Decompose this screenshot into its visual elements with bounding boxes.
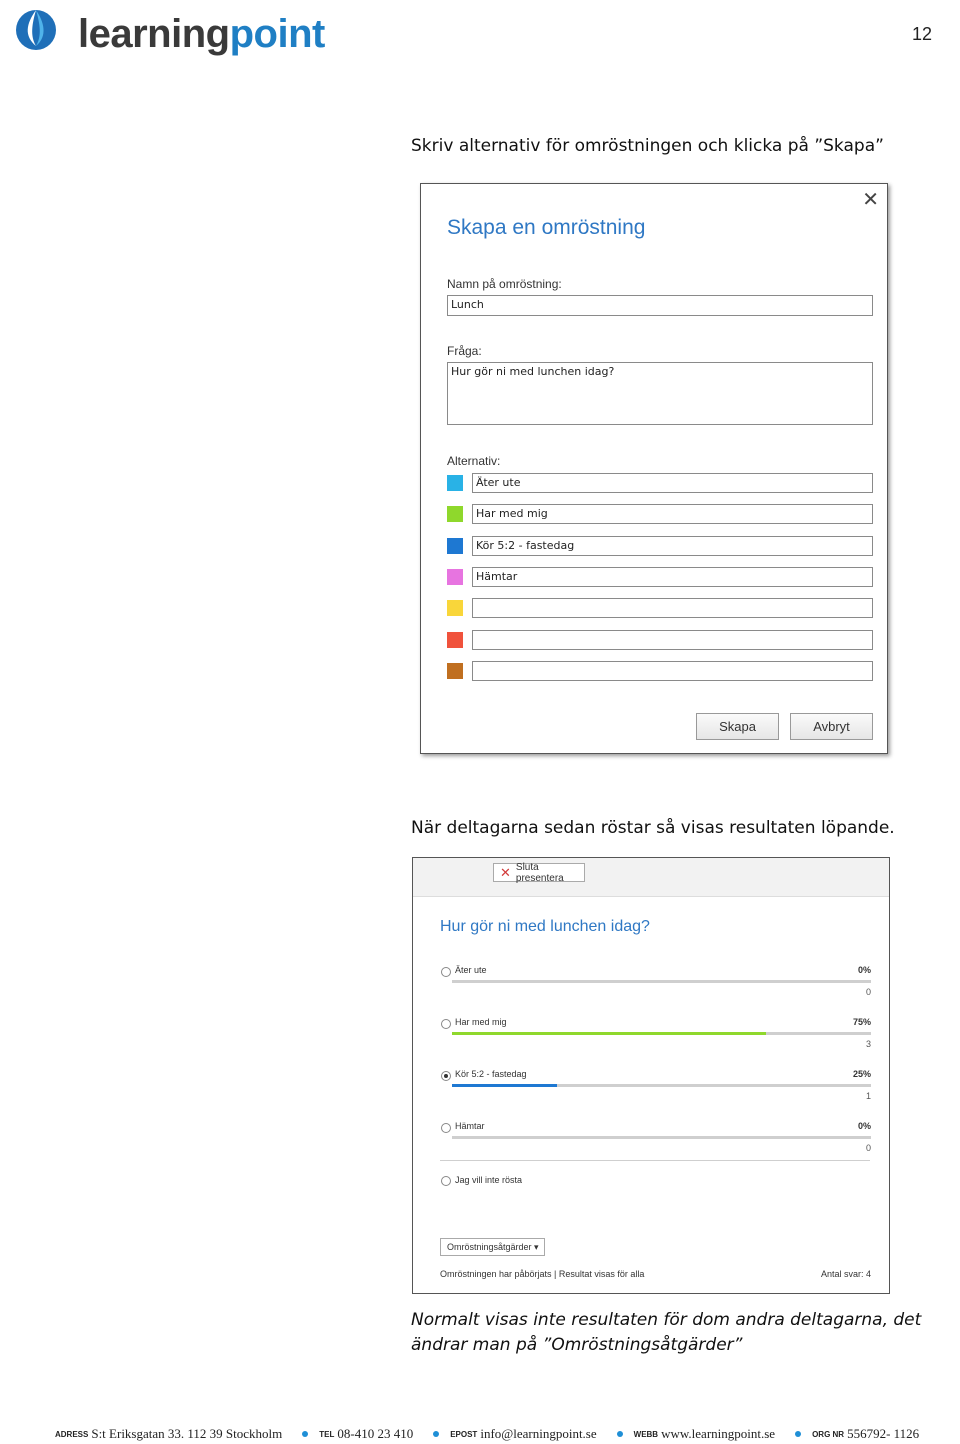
website: www.learningpoint.se <box>661 1426 776 1441</box>
tel-tag: TEL <box>319 1429 335 1439</box>
caption-create-poll: Skriv alternativ för omröstningen och klicka på ”Skapa” <box>411 136 884 156</box>
email-tag: EPOST <box>450 1429 478 1439</box>
result-row[interactable] <box>441 1118 871 1158</box>
dialog-title: Skapa en omröstning <box>447 216 646 239</box>
result-percent: 0% <box>857 965 871 975</box>
radio-button[interactable] <box>441 967 451 977</box>
poll-status: Omröstningen har påbörjats | Resultat visas för alla <box>440 1269 645 1279</box>
option-input[interactable]: Hämtar <box>472 567 873 587</box>
caption-poll-actions: Normalt visas inte resultaten för dom andra deltagarna, det ändrar man på ”Omröstningsåtgärder” <box>411 1310 922 1355</box>
option-color-swatch <box>447 632 463 648</box>
answer-count: Antal svar: 4 <box>820 1269 871 1279</box>
result-count: 3 <box>865 1039 871 1049</box>
result-count: 0 <box>865 1143 871 1153</box>
address: S:t Eriksgatan 33. 112 39 Stockholm <box>91 1426 283 1441</box>
logo-text-learning: learning <box>78 12 230 56</box>
stop-presenting-label: Sluta presentera <box>515 861 564 884</box>
result-bar-track <box>452 1136 871 1139</box>
poll-name-input[interactable]: Lunch <box>447 295 873 316</box>
option-color-swatch <box>447 600 463 616</box>
options-label: Alternativ: <box>447 454 501 468</box>
radio-button[interactable] <box>441 1123 451 1133</box>
result-bar-fill <box>452 1032 766 1035</box>
page-number: 12 <box>911 24 932 44</box>
option-input[interactable] <box>472 630 873 650</box>
web-tag: WEBB <box>633 1429 659 1439</box>
result-row[interactable] <box>441 962 871 1002</box>
option-color-swatch <box>447 475 463 491</box>
caption-results: När deltagarna sedan röstar så visas resultaten löpande. <box>411 818 895 838</box>
no-vote-label: Jag vill inte rösta <box>455 1175 523 1185</box>
option-color-swatch <box>447 569 463 585</box>
presenting-toolbar <box>413 858 889 897</box>
result-percent: 75% <box>852 1017 871 1027</box>
org-number: 556792- 1126 <box>847 1426 920 1441</box>
option-input[interactable]: Kör 5:2 - fastedag <box>472 536 873 556</box>
result-label: Kör 5:2 - fastedag <box>455 1069 527 1079</box>
create-button[interactable]: Skapa <box>696 713 779 740</box>
result-bar-track <box>452 1032 871 1035</box>
result-label: Hämtar <box>455 1121 485 1131</box>
stop-presenting-button[interactable] <box>493 863 585 882</box>
option-color-swatch <box>447 506 463 522</box>
result-bar-track <box>452 1084 871 1087</box>
bullet-icon <box>302 1431 308 1437</box>
result-percent: 0% <box>857 1121 871 1131</box>
result-label: Äter ute <box>455 965 487 975</box>
logo-drop-icon <box>14 6 60 52</box>
close-icon[interactable]: ✕ <box>862 189 879 211</box>
poll-name-label: Namn på omröstning: <box>447 277 562 291</box>
poll-results-panel <box>412 857 890 1294</box>
page-footer <box>55 1426 919 1442</box>
option-input[interactable] <box>472 661 873 681</box>
result-bar-fill <box>452 1084 557 1087</box>
result-row[interactable] <box>441 1014 871 1054</box>
option-color-swatch <box>447 663 463 679</box>
create-poll-dialog <box>420 183 888 754</box>
result-count: 1 <box>865 1091 871 1101</box>
option-input[interactable] <box>472 598 873 618</box>
email: info@learningpoint.se <box>480 1426 597 1441</box>
telephone: 08-410 23 410 <box>337 1426 414 1441</box>
question-input[interactable]: Hur gör ni med lunchen idag? <box>447 362 873 425</box>
result-count: 0 <box>865 987 871 997</box>
result-row[interactable] <box>441 1066 871 1106</box>
question-label: Fråga: <box>447 344 482 358</box>
logo-text-point: point <box>229 12 325 56</box>
logo <box>14 6 325 56</box>
address-tag: ADRESS <box>55 1429 89 1439</box>
bullet-icon <box>617 1431 623 1437</box>
bullet-icon <box>433 1431 439 1437</box>
org-tag: ORG NR <box>812 1429 845 1439</box>
cancel-button[interactable]: Avbryt <box>790 713 873 740</box>
radio-button[interactable] <box>441 1176 451 1186</box>
poll-actions-dropdown[interactable]: Omröstningsåtgärder ▾ <box>440 1238 545 1256</box>
radio-button[interactable] <box>441 1071 451 1081</box>
option-input[interactable]: Har med mig <box>472 504 873 524</box>
poll-question: Hur gör ni med lunchen idag? <box>440 918 650 935</box>
result-label: Har med mig <box>455 1017 507 1027</box>
radio-button[interactable] <box>441 1019 451 1029</box>
option-color-swatch <box>447 538 463 554</box>
option-input[interactable]: Äter ute <box>472 473 873 493</box>
logo-text <box>78 10 325 58</box>
divider <box>440 1160 870 1161</box>
close-icon: ✕ <box>500 864 511 880</box>
result-percent: 25% <box>852 1069 871 1079</box>
result-bar-track <box>452 980 871 983</box>
bullet-icon <box>795 1431 801 1437</box>
